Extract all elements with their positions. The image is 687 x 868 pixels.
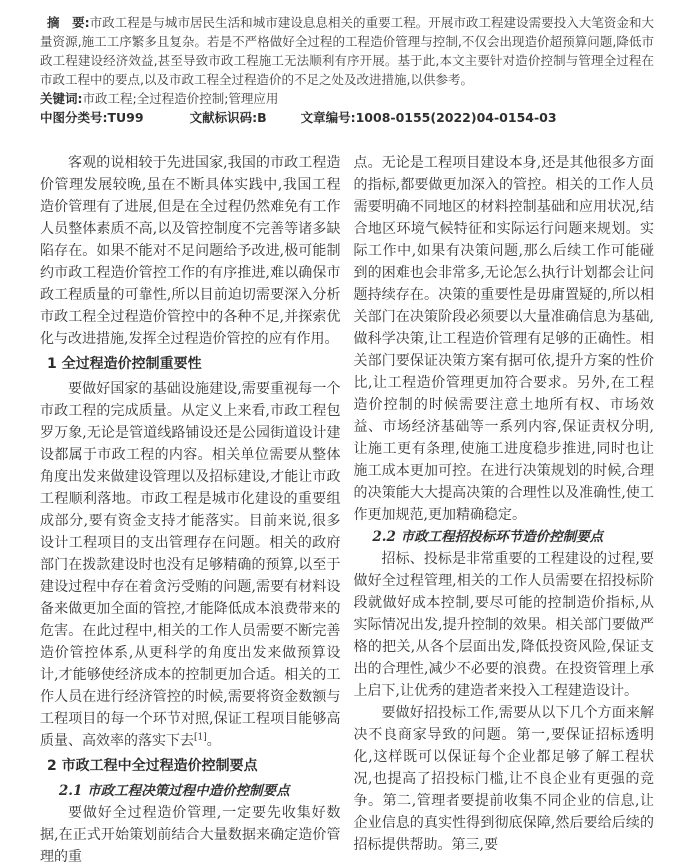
section-2-1-subheading: 2.1 市政工程决策过程中造价控制要点	[58, 783, 290, 799]
section-1-paragraph	[40, 378, 341, 752]
keywords-label: 关键词:	[40, 91, 83, 106]
body-columns	[40, 152, 654, 868]
article-no-label: 文章编号:	[300, 110, 356, 125]
left-column	[40, 152, 341, 868]
section-1-heading: 1 全过程造价控制重要性	[47, 356, 202, 372]
section-2-2-paragraph-1: 招标、投标是非常重要的工程建设的过程,要做好全过程管理,相关的工作人员需要在招投标阶段就做好成本控制,要尽可能的控制造价指标,从实际情况出发,提升控制的效果。相关部门要做严格的把关,从各个层面出发,降低投资风险,保证支出的合理性,减少不必要的浪费。在投资管理上承上启下,让优秀的建造者来投入工程建造设计。	[353, 551, 654, 699]
abstract-paragraph	[40, 13, 654, 89]
keywords-text: 市政工程;全过程造价控制;管理应用	[82, 91, 279, 106]
section-2-2-paragraph-2: 要做好招投标工作,需要从以下几个方面来解决不良商家导致的问题。第一,要保证招标透明化,这样既可以保证每个企业都足够了解工程状况,也提高了招投标门槛,让不良企业有更强的竞争。第二,管理者要提前收集不同企业的信息,让企业信息的真实性得到彻底保障,然后要给后续的招标提供帮助。第三,要	[353, 705, 654, 853]
right-column	[354, 152, 655, 868]
section-2-heading: 2 市政工程中全过程造价控制要点	[47, 758, 258, 774]
section-1-text: 要做好国家的基础设施建设,需要重视每一个市政工程的完成质量。从定义上来看,市政工程包罗万象,无论是管道线路铺设还是公园街道设计建设都属于市政工程的内容。相关单位需要从整体角度出发来做建设管理以及招标建设,才能让市政工程顺利落地。市政工程是城市化建设的重要组成部分,要有资金支持才能落实。目前来说,很多设计工程项目的支出管理存在问题。相关的政府部门在拨款建设时也没有足够精确的预算,以至于建设过程中存在着贪污受贿的问题,需要有材料设备来做更加全面的管控,才能降低成本浪费带来的危害。在此过程中,相关的工作人员需要不断完善造价管控体系,从更科学的角度出发来做预算设计,才能够使经济成本的控制更加合适。相关的工作人员在进行经济管控的时候,需要将资金数额与工程项目的每一个环节对照,保证工程项目能够高质量、高效率的落实下去	[40, 381, 341, 749]
intro-paragraph: 客观的说相较于先进国家,我国的市政工程造价管理发展较晚,虽在不断具体实践中,我国工程造价管理有了进展,但是在全过程仍然难免有工作人员整体素质不高,以及管控制度不完善等诸多缺陷存在。如果不能对不足问题给予改进,极可能制约市政工程造价管控工作的有序推进,难以确保市政工程质量的可靠性,所以目前迫切需要深入分析市政工程全过程造价管控中的各种不足,并探索优化与改进措施,发挥全过程造价管控的应有作用。	[40, 155, 341, 347]
meta-line	[40, 108, 654, 127]
doc-code-label: 文献标识码:	[189, 110, 258, 125]
section-2-1-continuation: 点。无论是工程项目建设本身,还是其他很多方面的指标,都要做更加深入的管控。相关的工作人员需要明确不同地区的材料控制基础和应用状况,结合地区环境气候特征和实际运行问题来规划。实际工作中,如果有决策问题,那么后续工作可能碰到的困难也会非常多,无论怎么执行计划都会让问题持续存在。决策的重要性是毋庸置疑的,所以相关部门在决策阶段必须要以大量准确信息为基础,做科学决策,让工程造价管理有足够的正确性。相关部门要保证决策方案有据可依,提升方案的性价比,让工程造价管理更加符合要求。另外,在工程造价控制的时候需要注意土地所有权、市场效益、市场经济基础等一系列内容,保证责权分明,让施工更有条理,使施工进度稳步推进,同时也让施工成本更加可控。在进行决策规划的时候,合理的决策能大大提高决策的合理性以及准确性,使工作更加规范,更加精确稳定。	[353, 155, 654, 523]
section-1-text-tail: 。	[206, 733, 221, 749]
section-2-1-paragraph: 要做好全过程造价管理,一定要先收集好数据,在正式开始策划前结合大量数据来确定造价管理的重	[40, 805, 341, 865]
citation-ref-1: [1]	[194, 732, 207, 743]
paper-header	[40, 13, 654, 127]
clc-number	[40, 110, 144, 125]
document-code	[190, 110, 267, 125]
section-2-2-subheading: 2.2 市政工程招投标环节造价控制要点	[372, 529, 604, 545]
clc-label: 中图分类号:	[40, 110, 108, 125]
clc-value: TU99	[107, 110, 144, 125]
keywords-line	[40, 89, 654, 108]
article-number	[301, 110, 557, 125]
abstract-label: 摘 要:	[47, 15, 90, 30]
doc-code-value: B	[257, 110, 267, 125]
article-no-value: 1008-0155(2022)04-0154-03	[355, 110, 557, 125]
abstract-text: 市政工程是与城市居民生活和城市建设息息相关的重要工程。开展市政工程建设需要投入大笔资金和大量资源,施工工序繁多且复杂。若是不严格做好全过程的工程造价管理与控制,不仅会出现造价超预算问题,降低市政工程建设经济效益,甚至导致市政工程施工无法顺利有序开展。基于此,本文主要针对造价控制与管理全过程在市政工程中的要点,以及市政工程全过程造价的不足之处及改进措施,以供参考。	[40, 15, 654, 87]
